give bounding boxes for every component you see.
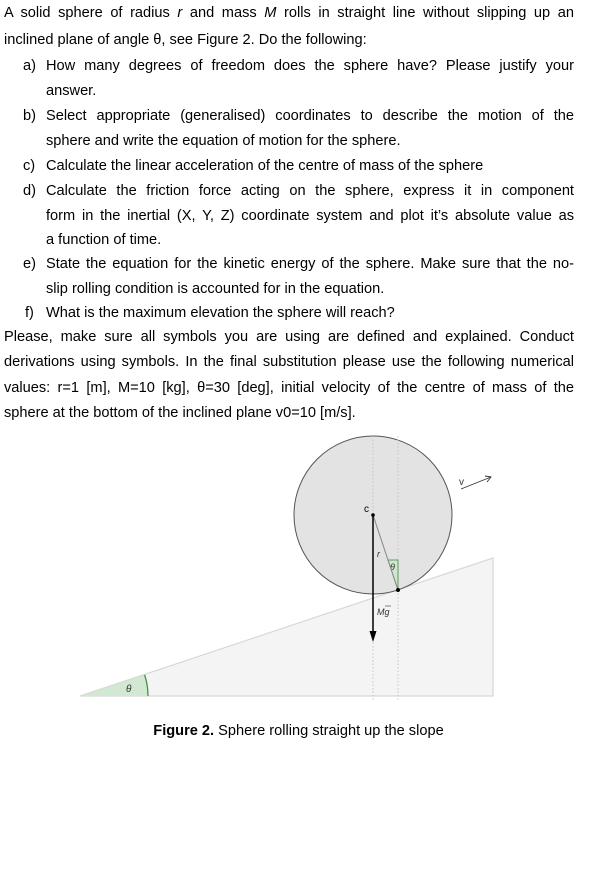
base-angle-label: θ [126,684,132,695]
intro-line-2: inclined plane of angle θ, see Figure 2. Do the following: [4,32,367,48]
question-f: f) What is the maximum elevation the sphere will reach? [25,305,395,321]
figure-caption: Figure 2. Sphere rolling straight up the slope [153,723,444,739]
question-d: d) Calculate the friction force acting on the sphere, express it in component [23,183,574,199]
gravity-label: Mg [377,607,390,617]
question-e: e) State the equation for the kinetic energy of the sphere. Make sure that the no- [23,256,574,272]
center-label: c [364,504,369,515]
question-a-cont: answer. [46,83,97,99]
intro-line-1: A solid sphere of radius r and mass M rolls in straight line without slipping up an [4,5,574,21]
question-b-cont: sphere and write the equation of motion for the sphere. [46,133,401,149]
closing-line-4: sphere at the bottom of the inclined plane v0=10 [m/s]. [4,405,356,421]
question-c: c) Calculate the linear acceleration of the centre of mass of the sphere [23,158,484,174]
contact-angle-label: θ [390,562,395,572]
contact-point [396,588,400,592]
closing-line-3: values: r=1 [m], M=10 [kg], θ=30 [deg], initial velocity of the centre of mass of the [4,380,574,396]
incline-figure [0,432,597,712]
velocity-arrow-shaft [461,477,491,489]
velocity-label: v [459,477,464,488]
question-a: a) How many degrees of freedom does the sphere have? Please justify your [23,58,574,74]
question-d-cont-1: form in the inertial (X, Y, Z) coordinate system and plot it’s absolute value as [46,208,574,224]
closing-line-1: Please, make sure all symbols you are using are defined and explained. Conduct [4,329,574,345]
question-e-cont: slip rolling condition is accounted for in the equation. [46,281,385,297]
radius-label: r [377,549,380,559]
question-b: b) Select appropriate (generalised) coordinates to describe the motion of the [23,108,574,124]
closing-line-2: derivations using symbols. In the final substitution please use the following numerical [4,354,574,370]
question-d-cont-2: a function of time. [46,232,162,248]
